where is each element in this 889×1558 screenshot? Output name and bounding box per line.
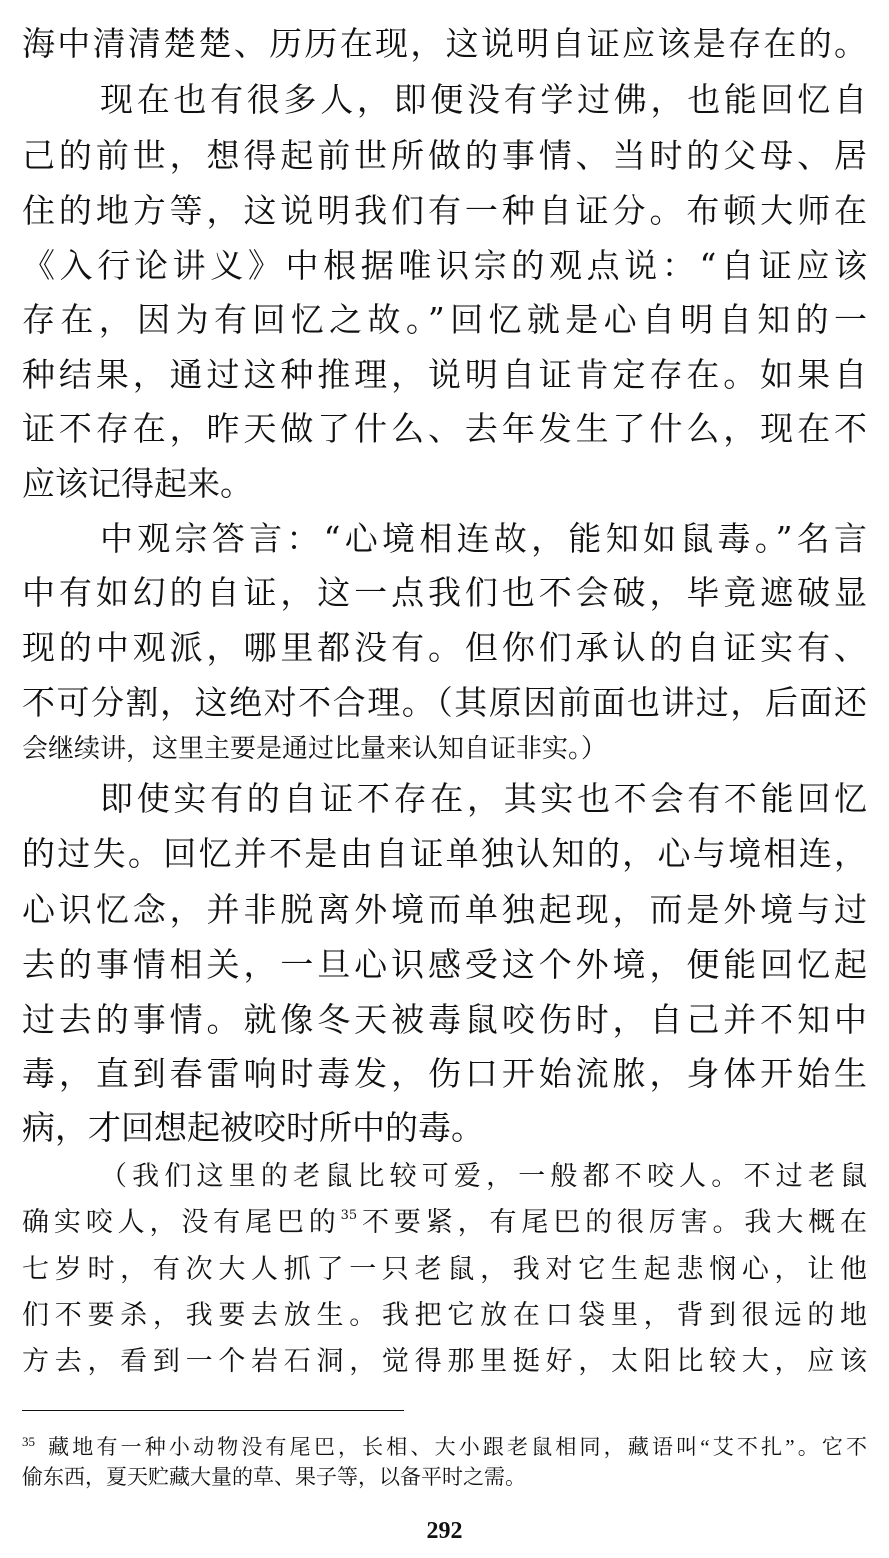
body-line: 存在，因为有回忆之故。”回忆就是心自明自知的一 bbox=[22, 300, 867, 339]
body-line: 《入行论讲义》中根据唯识宗的观点说：“自证应该 bbox=[22, 246, 867, 285]
body-line: （我们这里的老鼠比较可爱，一般都不咬人。不过老鼠 bbox=[100, 1161, 867, 1192]
body-line: 应该记得起来。 bbox=[22, 464, 253, 503]
footnote-number: 35 bbox=[22, 1434, 35, 1449]
body-line: 过去的事情。就像冬天被毒鼠咬伤时，自己并不知中 bbox=[22, 1000, 867, 1039]
body-line: 们不要杀，我要去放生。我把它放在口袋里，背到很远的地 bbox=[22, 1300, 867, 1331]
body-line: 会继续讲，这里主要是通过比量来认知自证非实。） bbox=[22, 734, 608, 764]
body-line: 现的中观派，哪里都没有。但你们承认的自证实有、 bbox=[22, 628, 867, 667]
body-line: 去的事情相关，一旦心识感受这个外境，便能回忆起 bbox=[22, 945, 867, 984]
body-line: 证不存在，昨天做了什么、去年发生了什么，现在不 bbox=[22, 409, 867, 448]
body-line: 毒，直到春雷响时毒发，伤口开始流脓，身体开始生 bbox=[22, 1054, 867, 1093]
footnote-divider bbox=[22, 1410, 404, 1411]
body-line: 中有如幻的自证，这一点我们也不会破，毕竟遮破显 bbox=[22, 573, 867, 612]
body-line: 方去，看到一个岩石洞，觉得那里挺好，太阳比较大，应该 bbox=[22, 1346, 867, 1377]
body-line: 种结果，通过这种推理，说明自证肯定存在。如果自 bbox=[22, 355, 867, 394]
body-line: 中观宗答言：“心境相连故，能知如鼠毒。”名言 bbox=[100, 519, 867, 558]
footnote-line: 偷东西，夏天贮藏大量的草、果子等，以备平时之需。 bbox=[22, 1465, 526, 1489]
body-line: 七岁时，有次大人抓了一只老鼠，我对它生起悲悯心，让他 bbox=[22, 1254, 867, 1285]
body-line: 的过失。回忆并不是由自证单独认知的，心与境相连， bbox=[22, 834, 867, 873]
body-line: 住的地方等，这说明我们有一种自证分。布顿大师在 bbox=[22, 191, 867, 230]
body-line: 己的前世，想得起前世所做的事情、当时的父母、居 bbox=[22, 136, 867, 175]
page-number: 292 bbox=[426, 1518, 463, 1544]
body-line: 病，才回想起被咬时所中的毒。 bbox=[22, 1108, 484, 1147]
body-line: 海中清清楚楚、历历在现，这说明自证应该是存在的。 bbox=[22, 24, 867, 63]
footnote-line: $^{35}$ 藏地有一种小动物没有尾巴，长相、大小跟老鼠相同，藏语叫“艾不扎”。它不 bbox=[22, 1434, 867, 1459]
body-line: 确实咬人，没有尾巴的$^{35}$不要紧，有尾巴的很厉害。我大概在 bbox=[22, 1207, 867, 1238]
body-line: 现在也有很多人，即便没有学过佛，也能回忆自 bbox=[100, 80, 867, 119]
body-line: 心识忆念，并非脱离外境而单独起现，而是外境与过 bbox=[22, 890, 867, 929]
body-line: 不可分割，这绝对不合理。（其原因前面也讲过，后面还 bbox=[22, 683, 867, 722]
body-line: 即使实有的自证不存在，其实也不会有不能回忆 bbox=[100, 779, 867, 818]
footnote-ref-marker: 35 bbox=[340, 1208, 358, 1223]
